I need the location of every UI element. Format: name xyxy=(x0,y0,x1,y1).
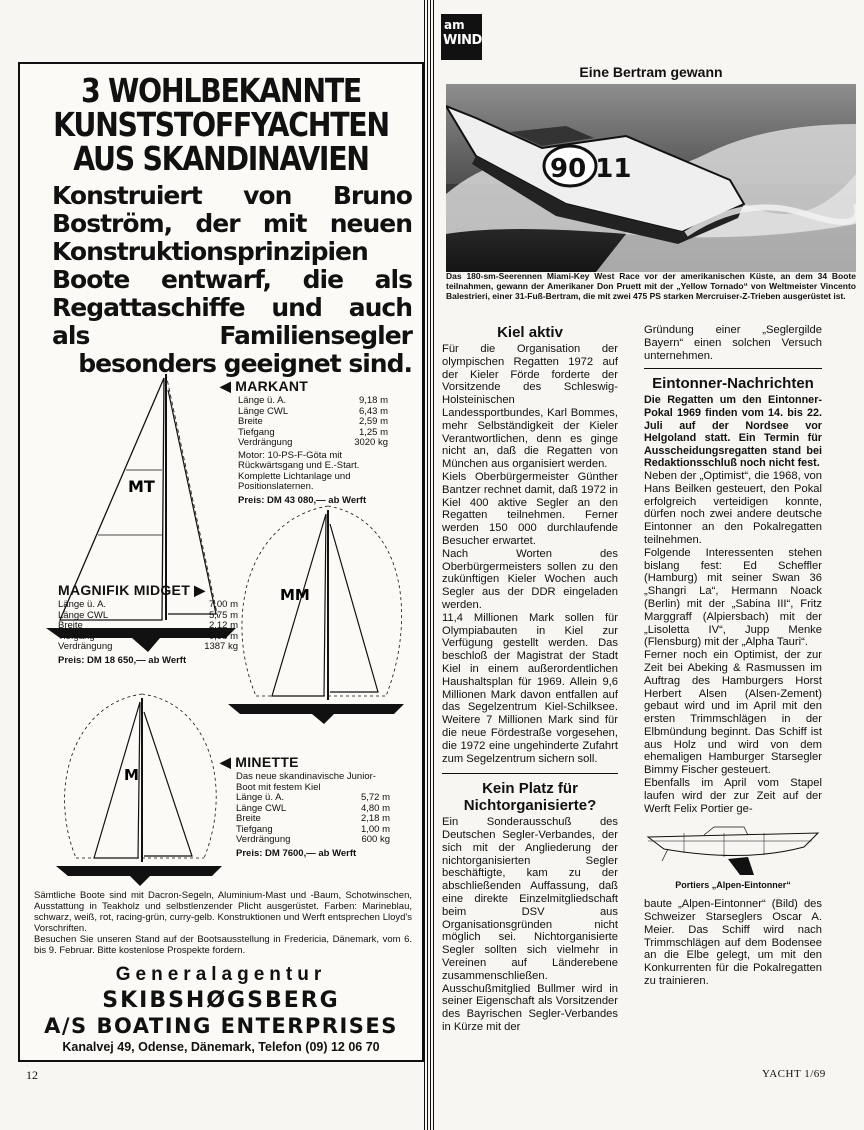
eintonner-paragraph: Folgende Interessenten stehen bislang fest: Ed Scheffler (Hamburg) mit seiner Swan 36 „Shangri La“, Hermann Noack (Berlin) mit der „Sabina III“, Fritz Marggraff (Alpiersbach) mit der „Lisoletta IV“, Jupp Menke (Flensburg) mit der „Alpha Tauri“. xyxy=(644,546,822,649)
spec-row: Verdrängung 600 kg xyxy=(236,834,390,845)
eintonner-paragraph: Ebenfalls im April vom Stapel laufen wird der zur Zeit auf der Werft Felix Portier ge- xyxy=(644,777,822,815)
markant-title: ◀ MARKANT xyxy=(220,378,309,394)
divider xyxy=(442,773,618,774)
race-boat-image xyxy=(446,84,856,272)
magnifik-specs xyxy=(58,600,238,653)
spec-row: Länge ü. A. 7,00 m xyxy=(58,599,238,610)
kiel-paragraph: Nach Worten des Oberbürgermeisters sollen zu den zukünftigen Kieler Wochen auch Segler aus der DDR eingeladen werden. xyxy=(442,547,618,611)
kiel-paragraph: Für die Organisation der olympischen Regatten 1972 auf der Kieler Förde forderte der Vorsitzende des Schleswig-Holsteinischen Landessportbundes, Karl Bommes, mehr Selbständigkeit der Kieler Verantwortlichen, denn es ginge nicht an, daß die Regatten von München aus organisiert werden. xyxy=(442,343,618,471)
eintonner-after-figure: baute „Alpen-Eintonner“ (Bild) des Schweizer Starseglers Oscar A. Meier. Das Schiff wird nach Trimmschlägen auf dem Bodensee an die Elbe gelegt, um mit den Konkurrenten für die Pokalregatten zu trainieren. xyxy=(644,898,822,988)
minette-price: Preis: DM 7600,— ab Werft xyxy=(236,847,357,859)
spec-row: Breite 2,18 m xyxy=(236,813,390,824)
minette-note: Das neue skandinavische Junior-Boot mit festem Kiel xyxy=(236,771,376,793)
nichtorg-heading: Kein Platz für Nichtorganisierte? xyxy=(463,780,597,815)
ad-subheadline: Konstruiert von Bruno Boström, der mit neuen Konstruktionsprinzipien Boote entwarf, die als Regattaschiffe und auch als Familiensegler besonders geeignet sind. xyxy=(52,181,412,378)
minette-specs xyxy=(236,793,390,846)
spec-row: Breite 2,59 m xyxy=(238,416,388,427)
spec-row: Länge CWL 5,75 m xyxy=(58,609,238,621)
ad-company-2: A/S BOATING ENTERPRISES xyxy=(44,1014,398,1038)
ad-address: Kanalvej 49, Odense, Dänemark, Telefon (09) 12 06 70 xyxy=(62,1040,380,1054)
page-number-left: 12 xyxy=(26,1068,38,1082)
markant-specs xyxy=(238,396,388,449)
minette-spec-block xyxy=(220,754,390,859)
column-kiel xyxy=(442,324,618,1034)
markant-price: Preis: DM 43 080,— ab Werft xyxy=(238,494,367,506)
figure-caption: Portiers „Alpen-Eintonner“ xyxy=(675,880,791,891)
magnifik-sail-mark: MM xyxy=(280,586,310,604)
minette-title: ◀ MINETTE xyxy=(220,754,299,770)
minette-sailboat-drawing xyxy=(42,690,234,890)
eintonner-lede: Die Regatten um den Eintonner-Pokal 1969 finden vom 14. bis 22. Juli auf der Nordsee vor Helgoland statt. Ein Termin für Ausscheidungsregatten stand bei Redaktionsschluß noch nicht fest. xyxy=(644,394,822,470)
spec-row: Verdrängung 3020 kg xyxy=(238,437,388,448)
markant-note: Motor: 10-PS-F-Göta mit Rückwärtsgang und E.-Start. Komplette Lichtanlage und Positionslaternen. xyxy=(238,449,360,492)
spec-row: Länge ü. A. 5,72 m xyxy=(236,792,390,803)
eintonner-heading: Eintonner-Nachrichten xyxy=(652,375,814,393)
kiel-heading: Kiel aktiv xyxy=(497,324,563,341)
kiel-paragraph: 11,4 Millionen Mark sollen für Olympiabauten in Kiel zur Verfügung gestellt werden. Das beschloß der Magistrat der Stadt Kiel in einem außerordentlichen Haushaltsplan für 1969. Allein 9,6 Millionen Mark davon entfallen auf das Segelzentrum Kiel-Schilksee. Weitere 7 Millionen Mark sind für die neue Fördestraße vorgesehen, die 1972 eine ungehinderte Zufahrt zum Segelzentrum sichern soll. xyxy=(442,611,618,765)
magnifik-price: Preis: DM 18 650,— ab Werft xyxy=(58,654,187,666)
ad-headline: 3 WOHLBEKANNTE KUNSTSTOFFYACHTEN AUS SKANDINAVIEN xyxy=(53,71,389,178)
spec-row: Länge CWL 6,43 m xyxy=(238,405,388,417)
spec-row: Breite 2,12 m xyxy=(58,620,238,631)
spec-row: Länge ü. A. 9,18 m xyxy=(238,395,388,406)
spec-row: Verdrängung 1387 kg xyxy=(58,641,238,652)
spec-row: Länge CWL 4,80 m xyxy=(236,802,390,814)
ad-agentur: Generalagentur xyxy=(115,964,327,985)
magnifik-title: MAGNIFIK MIDGET ▶ xyxy=(58,582,206,598)
advertisement xyxy=(18,62,424,1062)
kiel-paragraph: Kiels Oberbürgermeister Günther Bantzer rechnet damit, daß 1972 in Kiel 400 aktive Segler an den Regatten teilnehmen. Ferner werden 150 000 durchlaufende Besucher erwartet. xyxy=(442,470,618,547)
column-eintonner xyxy=(644,324,822,988)
spec-row: Tiefgang 1,00 m xyxy=(236,823,390,835)
ad-company: SKIBSHØGSBERG xyxy=(102,988,340,1013)
minette-sail-mark: M xyxy=(124,766,139,784)
eintonner-paragraph: Ferner noch ein Optimist, der zur Zeit bei Abeking & Rasmussen im Auftrag des Hamburgers Horst Herbert Alsen (Alsen-Zement) gebaut wird und im April mit den ersten Trimmschlägen in der Elbmündung beginnt. Das Schiff ist aus Holz und wird von dem ehemaligen Hamburger Starsegler Bimmy Fischer gesteuert. xyxy=(644,649,822,777)
nichtorg-paragraph: Ein Sonderausschuß des Deutschen Segler-Verbandes, der sich mit der Angliederung der nichtorganisierten Segler beschäftigte, kam zu der abschließenden Auffassung, daß eine direkte Einzelmitgliedschaft beim DSV aus Organisationsgründen nicht möglich sei. Nichtorganisierte Segler sollten sich vielmehr in Vereinen auf Länderebene zusammenschließen. Ausschußmitglied Bullmer wird in seiner Eigenschaft als Vorsitzender des Bayrischen Segler-Verbandes in Kürze mit der xyxy=(442,816,618,1034)
spec-row: Tiefgang 1,25 m xyxy=(238,426,388,438)
spec-row: Tiefgang 0,98 m xyxy=(58,630,238,642)
eintonner-hull-drawing xyxy=(644,819,822,877)
markant-sail-mark: MT xyxy=(128,477,155,496)
col3-continued-paragraph: Gründung einer „Seglergilde Bayern“ einen solchen Versuch unternehmen. xyxy=(644,324,822,362)
magnifik-spec-block xyxy=(58,582,254,666)
markant-spec-block xyxy=(220,378,388,506)
boat-number: 90 11 xyxy=(550,154,632,184)
eintonner-paragraph: Neben der „Optimist“, die 1968, von Hans Beilken gesteuert, den Pokal erfolgreich verteidigen konnte, dürfen noch zwei andere deutsche Eintonner an den Pokalregatten teilnehmen. xyxy=(644,469,822,546)
photo-caption: Das 180-sm-Seerennen Miami-Key West Race vor der amerikanischen Küste, an dem 34 Boote teilnahmen, gewann der Amerikaner Don Pruett mit der „Yellow Tornado“ von Weltmeister Vincento Balestrieri, einer 31-Fuß-Bertram, die mit zwei 475 PS starken Mercruiser-Z-Trieben ausgerüstet ist. xyxy=(446,271,856,301)
race-boat-photo xyxy=(446,84,856,272)
divider xyxy=(644,368,822,369)
page-number-right: YACHT 1/69 xyxy=(762,1068,826,1080)
photo-title: Eine Bertram gewann xyxy=(579,64,723,80)
ad-equipment-text: Sämtliche Boote sind mit Dacron-Segeln, Aluminium-Mast und -Baum, Schotwinschen, Ausstattung in Teakholz und selbstlenzender Plicht ausgerüstet. Farben: Marineblau, schwarz, weiß, rot, racing-grün, curry-gelb. Konstruktionen und Werft entsprechen Lloyd's Vorschriften. Besuchen Sie unseren Stand auf der Bootsausstellung in Fredericia, Dänemark, vom 6. bis 9. Februar. Bitte kostenlose Prospekte fordern. xyxy=(34,890,412,956)
section-tag: am WIND xyxy=(441,14,482,60)
page-gutter xyxy=(424,0,434,1130)
